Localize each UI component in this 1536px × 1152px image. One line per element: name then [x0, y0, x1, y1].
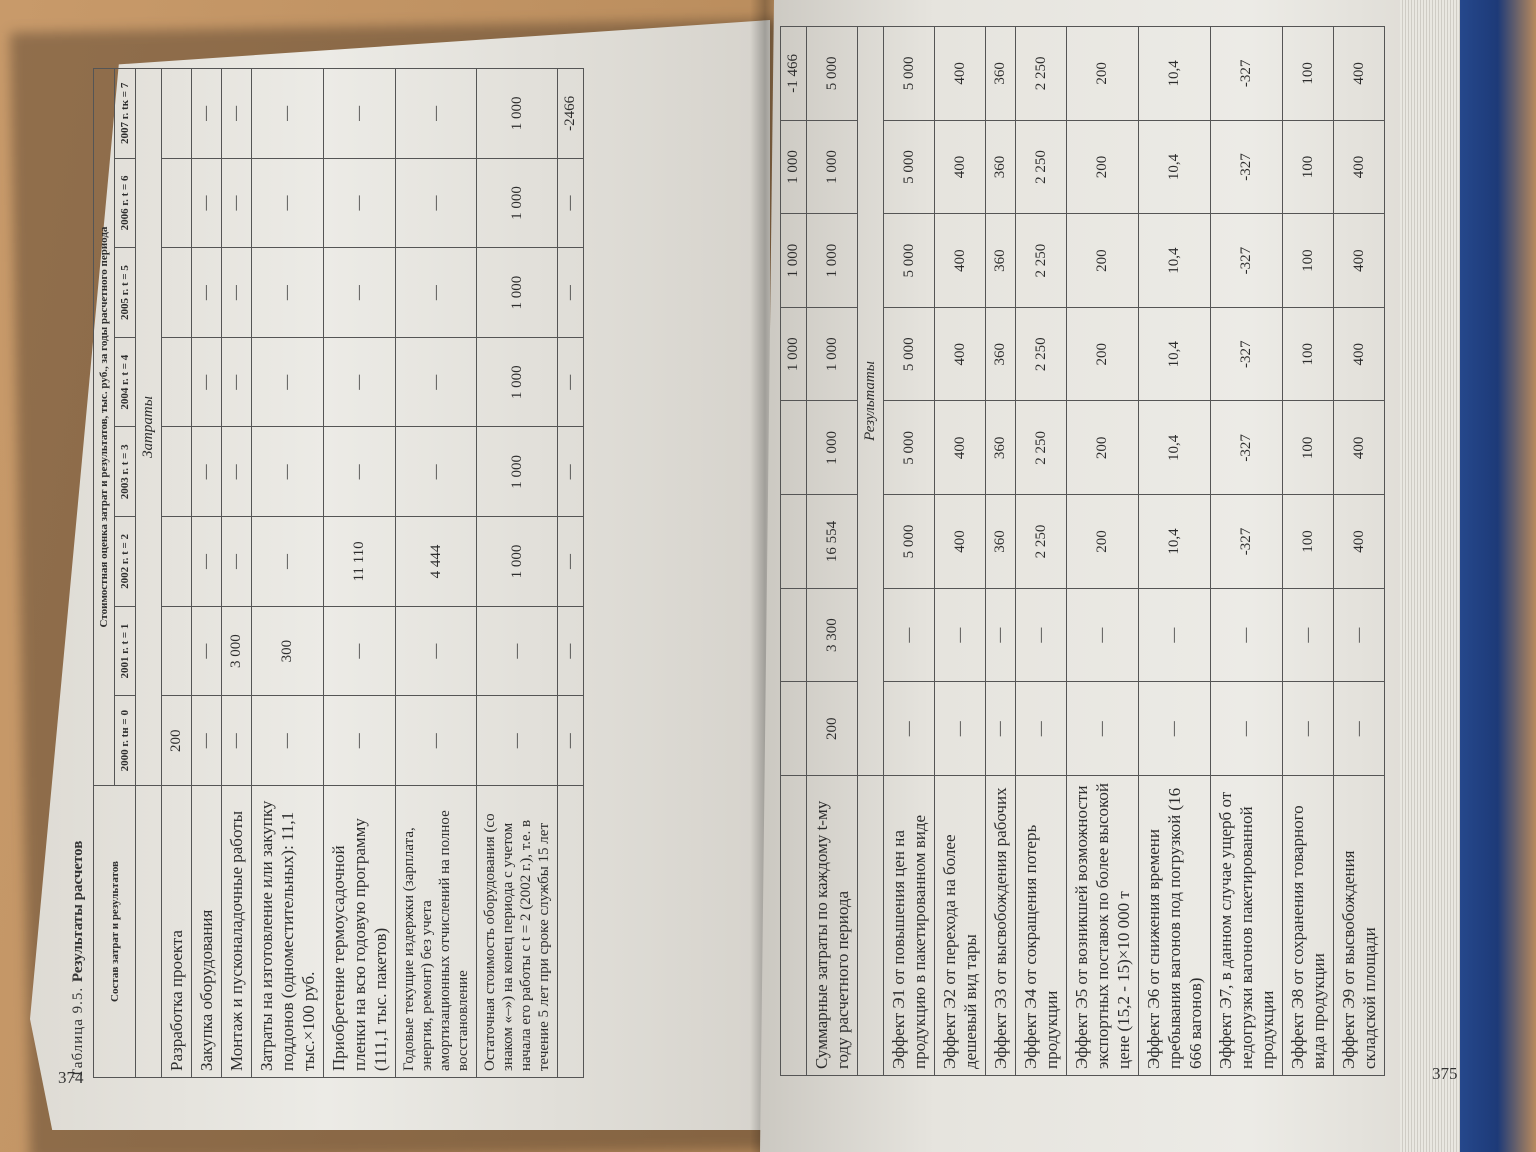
cell-value: 400	[1334, 401, 1385, 495]
cell-value: -327	[1211, 307, 1283, 401]
cell-value: 11 110	[324, 517, 396, 607]
cell-value	[162, 248, 192, 338]
cell-value	[781, 401, 807, 495]
header-year: 2004 г. t = 4	[115, 337, 136, 427]
cell-value: 400	[935, 27, 986, 121]
cell-value: —	[252, 517, 324, 607]
cell-value: 200	[1067, 120, 1139, 214]
cell-value: —	[324, 248, 396, 338]
cell-value: —	[558, 517, 584, 607]
cell-value: —	[558, 427, 584, 517]
cell-value: 200	[1067, 214, 1139, 308]
row-label	[558, 786, 584, 1078]
table-row	[252, 69, 324, 1078]
cell-value: —	[1283, 682, 1334, 776]
cell-value: 1 000	[807, 214, 858, 308]
section-title-costs: Затраты	[136, 69, 162, 786]
cell-value: 2 250	[1016, 495, 1067, 589]
cell-value: 2 250	[1016, 307, 1067, 401]
cell-value: —	[1211, 682, 1283, 776]
cell-value: —	[558, 158, 584, 248]
cell-value: —	[1211, 588, 1283, 682]
cell-value: 3 300	[807, 588, 858, 682]
cell-value: —	[192, 696, 222, 786]
cell-value: 360	[986, 214, 1016, 308]
cell-value: 1 000	[477, 158, 558, 248]
cell-value: 5 000	[884, 120, 935, 214]
cell-value: —	[986, 588, 1016, 682]
cell-value: 360	[986, 307, 1016, 401]
effect-label: Эффект Э3 от высвобождения рабочих	[986, 776, 1016, 1076]
cell-value: —	[1067, 588, 1139, 682]
cell-value: —	[884, 588, 935, 682]
cell-value: —	[396, 158, 477, 248]
cell-value: 360	[986, 495, 1016, 589]
cell-value: -327	[1211, 401, 1283, 495]
cell-value	[162, 337, 192, 427]
row-label: Годовые текущие издержки (зарплата, энергия, ремонт) без учета амортизационных отчислений на полное восстановление	[396, 786, 477, 1078]
row-label: Монтаж и пусконаладочные работы	[222, 786, 252, 1078]
left-page-content	[70, 58, 730, 1078]
cell-value: 200	[807, 682, 858, 776]
cell-value: —	[192, 69, 222, 159]
cell-value: 400	[1334, 120, 1385, 214]
cell-value: —	[222, 337, 252, 427]
cell-value: —	[1139, 682, 1211, 776]
section-spacer	[858, 776, 884, 1076]
totals-row	[807, 27, 858, 1076]
cell-value: —	[396, 606, 477, 696]
row-label: Остаточная стоимость оборудования (со знаком «–») на конец периода с учетом начала его работы с t = 2 (2002 г.), т.е. в течение 5 лет при сроке службы 15 лет	[477, 786, 558, 1078]
table-row-top	[781, 27, 807, 1076]
header-year: 2007 г. tк = 7	[115, 69, 136, 159]
cell-value: —	[1067, 682, 1139, 776]
cell-value: —	[324, 337, 396, 427]
cell-value	[162, 606, 192, 696]
cell-value: 5 000	[807, 27, 858, 121]
cell-value: —	[192, 248, 222, 338]
cell-value: 10,4	[1139, 495, 1211, 589]
cell-value: —	[252, 427, 324, 517]
cell-value: 1 000	[807, 307, 858, 401]
cell-value: 16 554	[807, 495, 858, 589]
cell-value: -327	[1211, 495, 1283, 589]
table-row	[1016, 27, 1067, 1076]
cell-value: —	[1016, 682, 1067, 776]
cell-value: —	[252, 696, 324, 786]
effect-label: Эффект Э8 от сохранения товарного вида продукции	[1283, 776, 1334, 1076]
cell-value: —	[324, 427, 396, 517]
cell-value: —	[396, 696, 477, 786]
cell-value: -327	[1211, 27, 1283, 121]
cell-value: —	[558, 606, 584, 696]
cell-value: —	[222, 248, 252, 338]
cell-value: -2466	[558, 69, 584, 159]
table-row	[162, 69, 192, 1078]
cell-value: 5 000	[884, 214, 935, 308]
cell-value: 360	[986, 120, 1016, 214]
cell-value: -327	[1211, 214, 1283, 308]
table-row	[558, 69, 584, 1078]
caption-title: Результаты расчетов	[70, 840, 86, 983]
cell-value: 400	[1334, 214, 1385, 308]
table-caption	[70, 58, 87, 1078]
cell-value: 10,4	[1139, 214, 1211, 308]
page-stack-edge	[1400, 0, 1460, 1152]
header-year: 2003 г. t = 3	[115, 427, 136, 517]
caption-prefix: Таблица 9.5.	[70, 986, 86, 1078]
totals-label: Суммарные затраты по каждому t-му году расчетного периода	[807, 776, 858, 1076]
cell-value: —	[222, 158, 252, 248]
cell-value: —	[1283, 588, 1334, 682]
cell-value: —	[222, 427, 252, 517]
cell-value: —	[192, 427, 222, 517]
header-year: 2002 г. t = 2	[115, 517, 136, 607]
cell-value: 360	[986, 401, 1016, 495]
right-page-content	[780, 16, 1400, 1076]
cell-value: —	[935, 682, 986, 776]
cell-value: —	[324, 158, 396, 248]
cell-value: —	[1139, 588, 1211, 682]
cell-value: 10,4	[1139, 27, 1211, 121]
cell-value: —	[1334, 588, 1385, 682]
cell-value: —	[1016, 588, 1067, 682]
cell-value: 1 000	[477, 69, 558, 159]
cell-value: 200	[1067, 27, 1139, 121]
header-cost-group: Стоимостная оценка затрат и результатов, тыс. руб., за годы расчетного периода	[94, 69, 115, 786]
cell-value: 400	[935, 214, 986, 308]
table-row	[935, 27, 986, 1076]
cell-value: 200	[162, 696, 192, 786]
table-row	[396, 69, 477, 1078]
effect-label: Эффект Э9 от высвобождения складской площади	[1334, 776, 1385, 1076]
cell-value: —	[935, 588, 986, 682]
page-number-right: 375	[1432, 1064, 1458, 1083]
results-table-right	[780, 26, 1385, 1076]
cell-value: 400	[1334, 27, 1385, 121]
cell-value: 5 000	[884, 495, 935, 589]
cell-value: 10,4	[1139, 401, 1211, 495]
header-year: 2006 г. t = 6	[115, 158, 136, 248]
cell-value: 2 250	[1016, 401, 1067, 495]
row-label: Приобретение термоусадочной пленки на всю годовую программу (111,1 тыс. пакетов)	[324, 786, 396, 1078]
cell-value	[781, 588, 807, 682]
cell-value: —	[324, 606, 396, 696]
cell-value: —	[192, 158, 222, 248]
cell-value: —	[477, 696, 558, 786]
cell-value: 2 250	[1016, 27, 1067, 121]
cell-value: 1 000	[477, 248, 558, 338]
cell-value: 400	[1334, 307, 1385, 401]
cell-value: 1 000	[477, 427, 558, 517]
effect-label: Эффект Э1 от повышения цен на продукцию в пакетированном виде	[884, 776, 935, 1076]
cell-value: 100	[1283, 120, 1334, 214]
cell-value: —	[558, 248, 584, 338]
effect-label: Эффект Э4 от сокращения потерь продукции	[1016, 776, 1067, 1076]
cell-value: -1 466	[781, 27, 807, 121]
cell-value	[781, 682, 807, 776]
table-row	[324, 69, 396, 1078]
cell-value: —	[222, 69, 252, 159]
header-composition: Состав затрат и результатов	[94, 786, 136, 1078]
cell-value: —	[884, 682, 935, 776]
row-label: Разработка проекта	[162, 786, 192, 1078]
effect-label: Эффект Э7, в данном случае ущерб от недогрузки вагонов пакетированной продукции	[1211, 776, 1283, 1076]
header-year: 2001 г. t = 1	[115, 606, 136, 696]
cell-value: —	[477, 606, 558, 696]
table-row	[1334, 27, 1385, 1076]
cell-value	[162, 158, 192, 248]
cell-value: —	[324, 696, 396, 786]
cell-value: 100	[1283, 495, 1334, 589]
cell-value	[162, 517, 192, 607]
cell-value	[162, 69, 192, 159]
cell-value: 5 000	[884, 401, 935, 495]
cell-value: 100	[1283, 307, 1334, 401]
cell-value: 100	[1283, 401, 1334, 495]
cell-value: —	[222, 696, 252, 786]
cell-value: —	[396, 248, 477, 338]
cell-value: —	[252, 158, 324, 248]
cell-value: 400	[935, 495, 986, 589]
cell-value: —	[252, 337, 324, 427]
cell-value: —	[986, 682, 1016, 776]
table-row	[1139, 27, 1211, 1076]
table-row	[986, 27, 1016, 1076]
cell-value: 300	[252, 606, 324, 696]
cell-value: —	[558, 696, 584, 786]
table-row	[192, 69, 222, 1078]
cell-value: —	[558, 337, 584, 427]
table-row	[1067, 27, 1139, 1076]
cell-value: 200	[1067, 401, 1139, 495]
cell-value: 400	[935, 307, 986, 401]
row-label-empty	[781, 776, 807, 1076]
cell-value: 100	[1283, 214, 1334, 308]
results-table-left	[93, 68, 584, 1078]
cell-value: 10,4	[1139, 120, 1211, 214]
cell-value: —	[1334, 682, 1385, 776]
cell-value	[781, 495, 807, 589]
cell-value: —	[192, 606, 222, 696]
cell-value: 1 000	[477, 517, 558, 607]
cell-value: 2 250	[1016, 120, 1067, 214]
cell-value: 5 000	[884, 27, 935, 121]
cell-value: 1 000	[807, 120, 858, 214]
row-label: Закупка оборудования	[192, 786, 222, 1078]
cell-value: —	[252, 248, 324, 338]
cell-value: -327	[1211, 120, 1283, 214]
cell-value: 3 000	[222, 606, 252, 696]
cell-value: 360	[986, 27, 1016, 121]
cell-value: 400	[1334, 495, 1385, 589]
cell-value: 1 000	[781, 120, 807, 214]
cell-value: 1 000	[781, 307, 807, 401]
table-row	[884, 27, 935, 1076]
cell-value: 1 000	[781, 214, 807, 308]
cell-value: 4 444	[396, 517, 477, 607]
cell-value: 200	[1067, 495, 1139, 589]
cell-value: —	[192, 517, 222, 607]
cell-value	[162, 427, 192, 517]
table-row	[222, 69, 252, 1078]
effect-label: Эффект Э6 от снижения времени пребывания вагонов под погрузкой (16 666 вагонов)	[1139, 776, 1211, 1076]
section-row	[136, 69, 162, 1078]
effect-label: Эффект Э5 от возникшей возможности экспортных поставок по более высокой цене (15,2 - 15)×10 000 т	[1067, 776, 1139, 1076]
cell-value: 2 250	[1016, 214, 1067, 308]
cell-value: —	[192, 337, 222, 427]
section-spacer	[136, 786, 162, 1078]
header-year: 2000 г. tн = 0	[115, 696, 136, 786]
cell-value: 400	[935, 120, 986, 214]
cell-value: —	[324, 69, 396, 159]
header-year: 2005 г. t = 5	[115, 248, 136, 338]
cell-value: 200	[1067, 307, 1139, 401]
effect-label: Эффект Э2 от перехода на более дешевый вид тары	[935, 776, 986, 1076]
page-number-left: 374	[58, 1068, 84, 1087]
cell-value: —	[396, 427, 477, 517]
cell-value: 1 000	[807, 401, 858, 495]
section-row	[858, 27, 884, 1076]
cell-value: 100	[1283, 27, 1334, 121]
cell-value: 5 000	[884, 307, 935, 401]
cell-value: —	[396, 69, 477, 159]
table-row	[1283, 27, 1334, 1076]
cell-value: —	[252, 69, 324, 159]
cell-value: 1 000	[477, 337, 558, 427]
section-title-results: Результаты	[858, 27, 884, 776]
table-row	[477, 69, 558, 1078]
table-row	[1211, 27, 1283, 1076]
cell-value: 400	[935, 401, 986, 495]
row-label: Затраты на изготовление или закупку поддонов (одноместительных): 11,1 тыс.×100 руб.	[252, 786, 324, 1078]
cell-value: —	[396, 337, 477, 427]
cell-value: —	[222, 517, 252, 607]
cell-value: 10,4	[1139, 307, 1211, 401]
